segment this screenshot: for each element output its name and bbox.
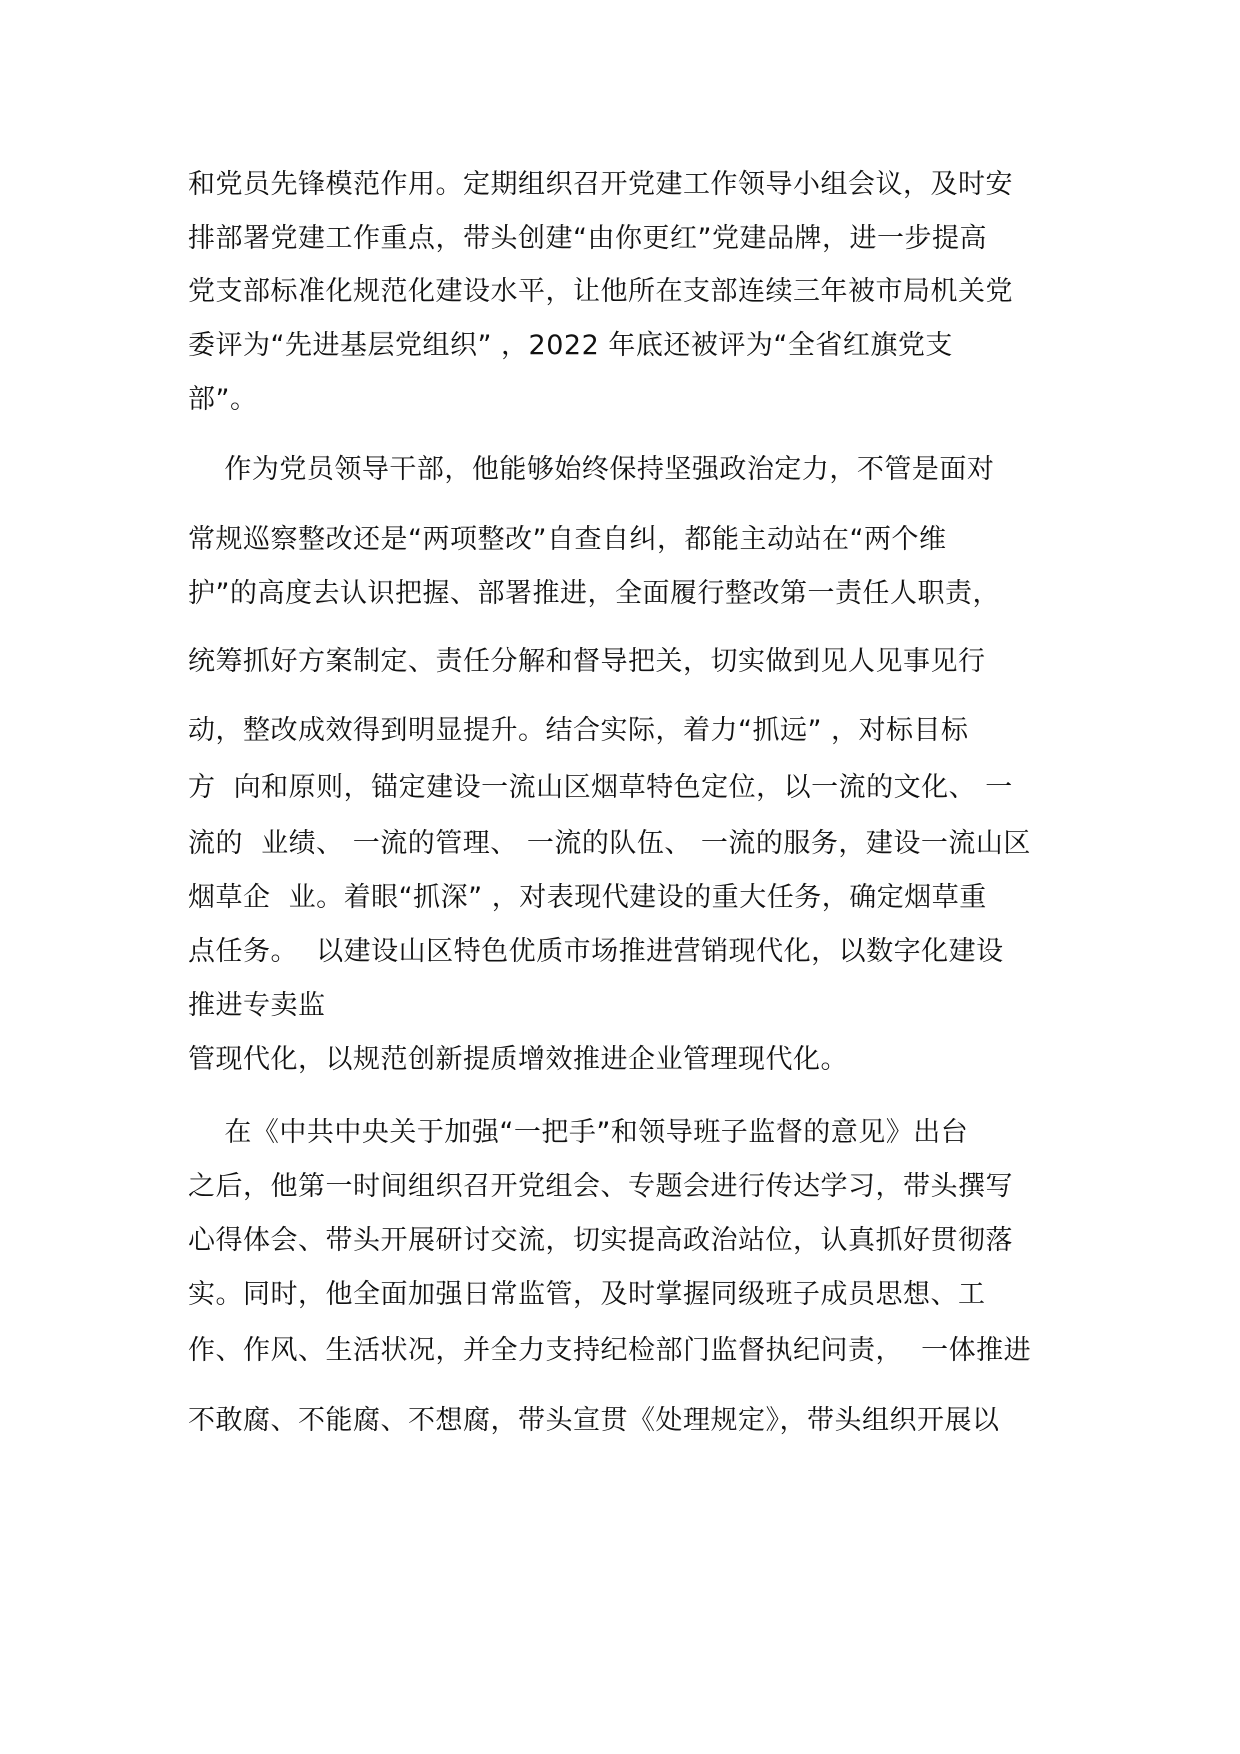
text-line: 部”。: [188, 384, 258, 415]
text-line: 在《中共中央关于加强“一把手”和领导班子监督的意见》出台: [188, 1117, 969, 1148]
text-line: 常规巡察整改还是“两项整改”自查自纠，都能主动站在“两个维: [188, 524, 947, 555]
text-line: 烟草企 业。着眼“抓深” ，对表现代建设的重大任务，确定烟草重: [188, 882, 987, 913]
text-line: 委评为“先进基层党组织” ，2022 年底还被评为“全省红旗党支: [188, 330, 953, 361]
text-line: 实。同时，他全面加强日常监管，及时掌握同级班子成员思想、工: [188, 1279, 986, 1310]
text-line: 动，整改成效得到明显提升。结合实际，着力“抓远” ，对标目标: [188, 715, 969, 746]
text-line: 点任务。 以建设山区特色优质市场推进营销现代化，以数字化建设: [188, 936, 1004, 967]
text-line: 排部署党建工作重点，带头创建“由你更红”党建品牌，进一步提高: [188, 223, 987, 254]
text-line: 和党员先锋模范作用。定期组织召开党建工作领导小组会议，及时安: [188, 169, 1013, 200]
text-line: 党支部标准化规范化建设水平，让他所在支部连续三年被市局机关党: [188, 276, 1013, 307]
text-line: 之后，他第一时间组织召开党组会、专题会进行传达学习，带头撰写: [188, 1171, 1013, 1202]
text-line: 不敢腐、不能腐、不想腐，带头宣贯《处理规定》，带头组织开展以: [188, 1405, 1000, 1436]
text-line: 心得体会、带头开展研讨交流，切实提高政治站位，认真抓好贯彻落: [188, 1225, 1013, 1256]
text-line: 管现代化，以规范创新提质增效推进企业管理现代化。: [188, 1044, 848, 1075]
text-line: 推进专卖监: [188, 990, 326, 1021]
text-line: 作为党员领导干部，他能够始终保持坚强政治定力，不管是面对: [188, 454, 995, 485]
text-line: 流的 业绩、 一流的管理、 一流的队伍、 一流的服务，建设一流山区: [188, 828, 1031, 859]
text-line: 方 向和原则，锚定建设一流山区烟草特色定位，以一流的文化、 一: [188, 772, 1013, 803]
text-line: 统筹抓好方案制定、责任分解和督导把关，切实做到见人见事见行: [188, 646, 986, 677]
text-line: 护”的高度去认识把握、部署推进，全面履行整改第一责任人职责，: [188, 578, 1000, 609]
text-line: 作、作风、生活状况，并全力支持纪检部门监督执纪问责， 一体推进: [188, 1335, 1032, 1366]
